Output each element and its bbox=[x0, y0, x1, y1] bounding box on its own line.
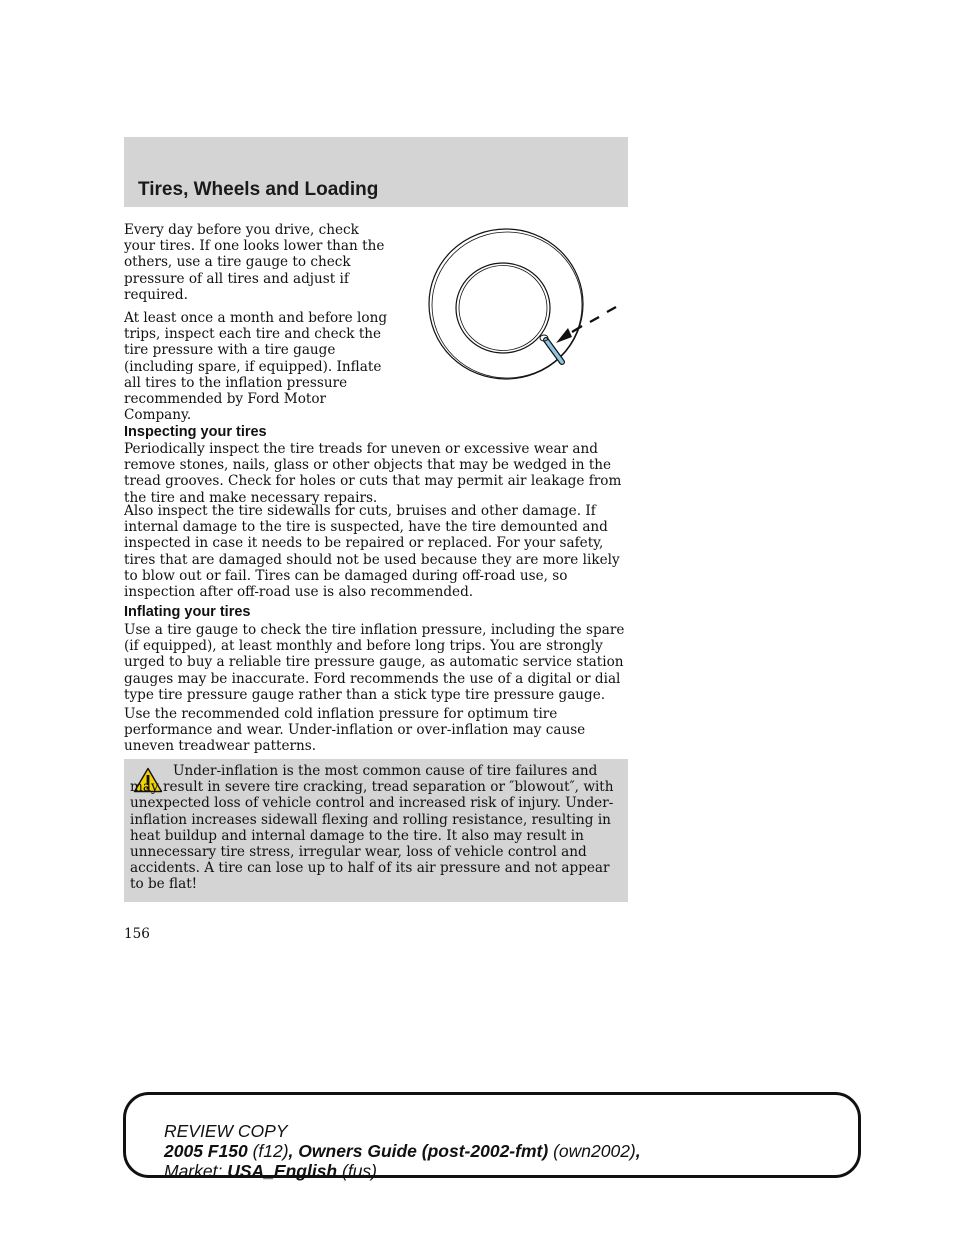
footer-market-code: (fus) bbox=[342, 1161, 377, 1181]
intro-paragraph-2: At least once a month and before long trips, inspect each tire and check the tire pressure with a tire gauge (including spare, if equipped). Inflate all tires to the inflation pressure recommended by Ford Motor Company. bbox=[124, 310, 388, 424]
inflating-heading: Inflating your tires bbox=[124, 604, 251, 620]
inflating-paragraph-2: Use the recommended cold inflation pressure for optimum tire performance and wear. Under-inflation or over-inflation may cause uneven treadwear patterns. bbox=[124, 706, 586, 755]
section-header bbox=[124, 137, 628, 207]
footer-model: 2005 F150 bbox=[164, 1141, 248, 1161]
review-label: REVIEW COPY bbox=[164, 1121, 288, 1141]
inspecting-paragraph-2: Also inspect the tire sidewalls for cuts, bruises and other damage. If internal damage to the tire is suspected, have the tire demounted and inspected in case it needs to be repaired or replaced. For your safety, tires that are damaged should not be used because they are more likely to blow out or fail. Tires can be damaged during off-road use, so inspection after off-road use is also recommended. bbox=[124, 503, 620, 601]
footer-market-label: Market: bbox=[164, 1161, 223, 1181]
inspecting-paragraph-1: Periodically inspect the tire treads for uneven or excessive wear and remove stones, nails, glass or other objects that may be wedged in the tread grooves. Check for holes or cuts that may permit air leakage from the tire and make necessary repairs. bbox=[124, 441, 622, 506]
footer-sep-1: , bbox=[288, 1141, 299, 1161]
footer-guide-code: (own2002) bbox=[553, 1141, 636, 1161]
footer-guide: Owners Guide (post-2002-fmt) bbox=[298, 1141, 549, 1161]
warning-box bbox=[124, 759, 628, 902]
footer-text bbox=[164, 1121, 641, 1181]
page-number: 156 bbox=[124, 926, 150, 942]
footer-sep-2: , bbox=[635, 1141, 641, 1161]
section-title: Tires, Wheels and Loading bbox=[138, 179, 379, 200]
footer-market: USA_English bbox=[227, 1161, 338, 1181]
review-footer bbox=[123, 1092, 861, 1181]
tire-gauge-illustration bbox=[422, 222, 622, 384]
footer-model-code: (f12) bbox=[252, 1141, 289, 1161]
inflating-paragraph-1: Use a tire gauge to check the tire inflation pressure, including the spare (if equipped), at least monthly and before long trips. You are strongly urged to buy a reliable tire pressure gauge, as automatic service station gauges may be inaccurate. Ford recommends the use of a digital or dial type tire pressure gauge rather than a stick type tire pressure gauge. bbox=[124, 622, 625, 703]
warning-text: Under-inflation is the most common cause of tire failures and may result in severe tire cracking, tread separation or ″blowout″, with unexpected loss of vehicle control and increased risk of injury. Under-inflation increases sidewall flexing and rolling resistance, resulting in heat buildup and internal damage to the tire. It also may result in unnecessary tire stress, irregular wear, loss of vehicle control and accidents. A tire can lose up to half of its air pressure and not appear to be flat! bbox=[130, 763, 614, 893]
intro-paragraph-1: Every day before you drive, check your tires. If one looks lower than the others, use a tire gauge to check pressure of all tires and adjust if required. bbox=[124, 222, 385, 303]
inspecting-heading: Inspecting your tires bbox=[124, 424, 267, 440]
